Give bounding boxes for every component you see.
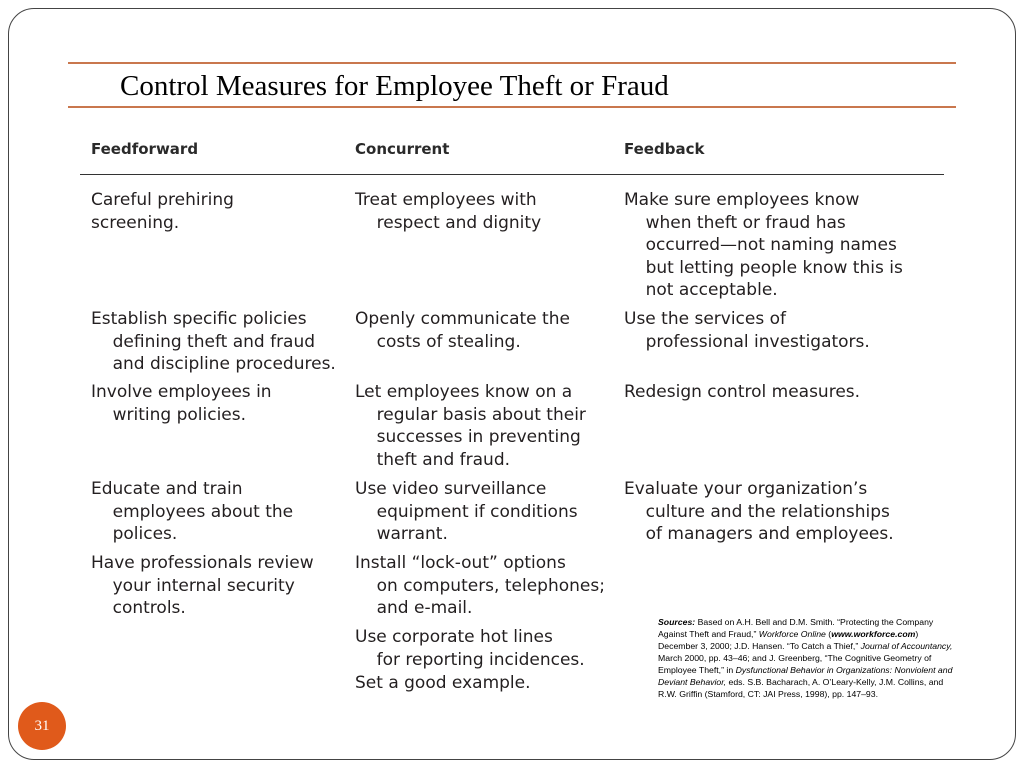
feedback-item: Redesign control measures.	[624, 382, 861, 402]
sources-citation	[658, 616, 958, 700]
sources-text: eds. S.B. Bacharach, A. O’Leary-Kelly, J.M. Collins, and R.W. Griffin (Stamford, CT: JAI Press, 1998), pp. 147–93.	[658, 677, 944, 699]
feedback-item: Make sure employees know when theft or fraud has occurred—not naming names but letting people know this is not acceptable.	[624, 190, 903, 300]
concurrent-item: Openly communicate the costs of stealing.	[355, 309, 570, 352]
sources-link-text: www.workforce.com	[831, 629, 916, 639]
concurrent-item: Treat employees with respect and dignity	[355, 190, 542, 233]
sources-text: (	[825, 629, 832, 639]
sources-italic: Journal of Accountancy,	[860, 641, 953, 651]
header-concurrent: Concurrent	[355, 140, 450, 158]
sources-italic: Workforce Online	[758, 629, 826, 639]
header-feedback: Feedback	[624, 140, 705, 158]
concurrent-item: Use corporate hot lines for reporting incidences.	[355, 627, 585, 670]
header-feedforward: Feedforward	[91, 140, 199, 158]
sources-text: Based on A.H. Bell and D.M. Smith. “Protecting the Company Against Theft and Fraud,”	[658, 617, 934, 639]
feedback-item: Use the services of professional investigators.	[624, 309, 870, 352]
feedforward-item: Careful prehiring screening.	[91, 190, 234, 233]
concurrent-item: Let employees know on a regular basis about their successes in preventing theft and fraud.	[355, 382, 586, 470]
feedforward-item: Have professionals review your internal security controls.	[91, 553, 314, 618]
concurrent-item: Set a good example.	[355, 673, 531, 693]
sources-text: ) December 3, 2000; J.D. Hansen. “To Catch a Thief,”	[658, 629, 919, 651]
sources-italic: Dysfunctional Behavior in Organizations: Nonviolent and Deviant Behavior,	[658, 665, 953, 687]
sources-label: Sources:	[658, 617, 696, 627]
title-rule-top	[68, 62, 956, 64]
feedforward-item: Establish specific policies defining theft and fraud and discipline procedures.	[91, 309, 336, 374]
feedforward-item: Involve employees in writing policies.	[91, 382, 272, 425]
page-number-badge: 31	[18, 702, 66, 750]
feedforward-item: Educate and train employees about the polices.	[91, 479, 294, 544]
slide-title: Control Measures for Employee Theft or Fraud	[120, 70, 669, 102]
concurrent-item: Use video surveillance equipment if conditions warrant.	[355, 479, 578, 544]
title-rule-bottom	[68, 106, 956, 108]
feedback-item: Evaluate your organization’s culture and the relationships of managers and employees.	[624, 479, 894, 544]
concurrent-item: Install “lock-out” options on computers, telephones; and e-mail.	[355, 553, 605, 618]
header-divider	[80, 174, 944, 175]
sources-text: March 2000, pp. 43–46; and J. Greenberg, “The Cognitive Geometry of Employee Theft,” in	[658, 653, 932, 675]
